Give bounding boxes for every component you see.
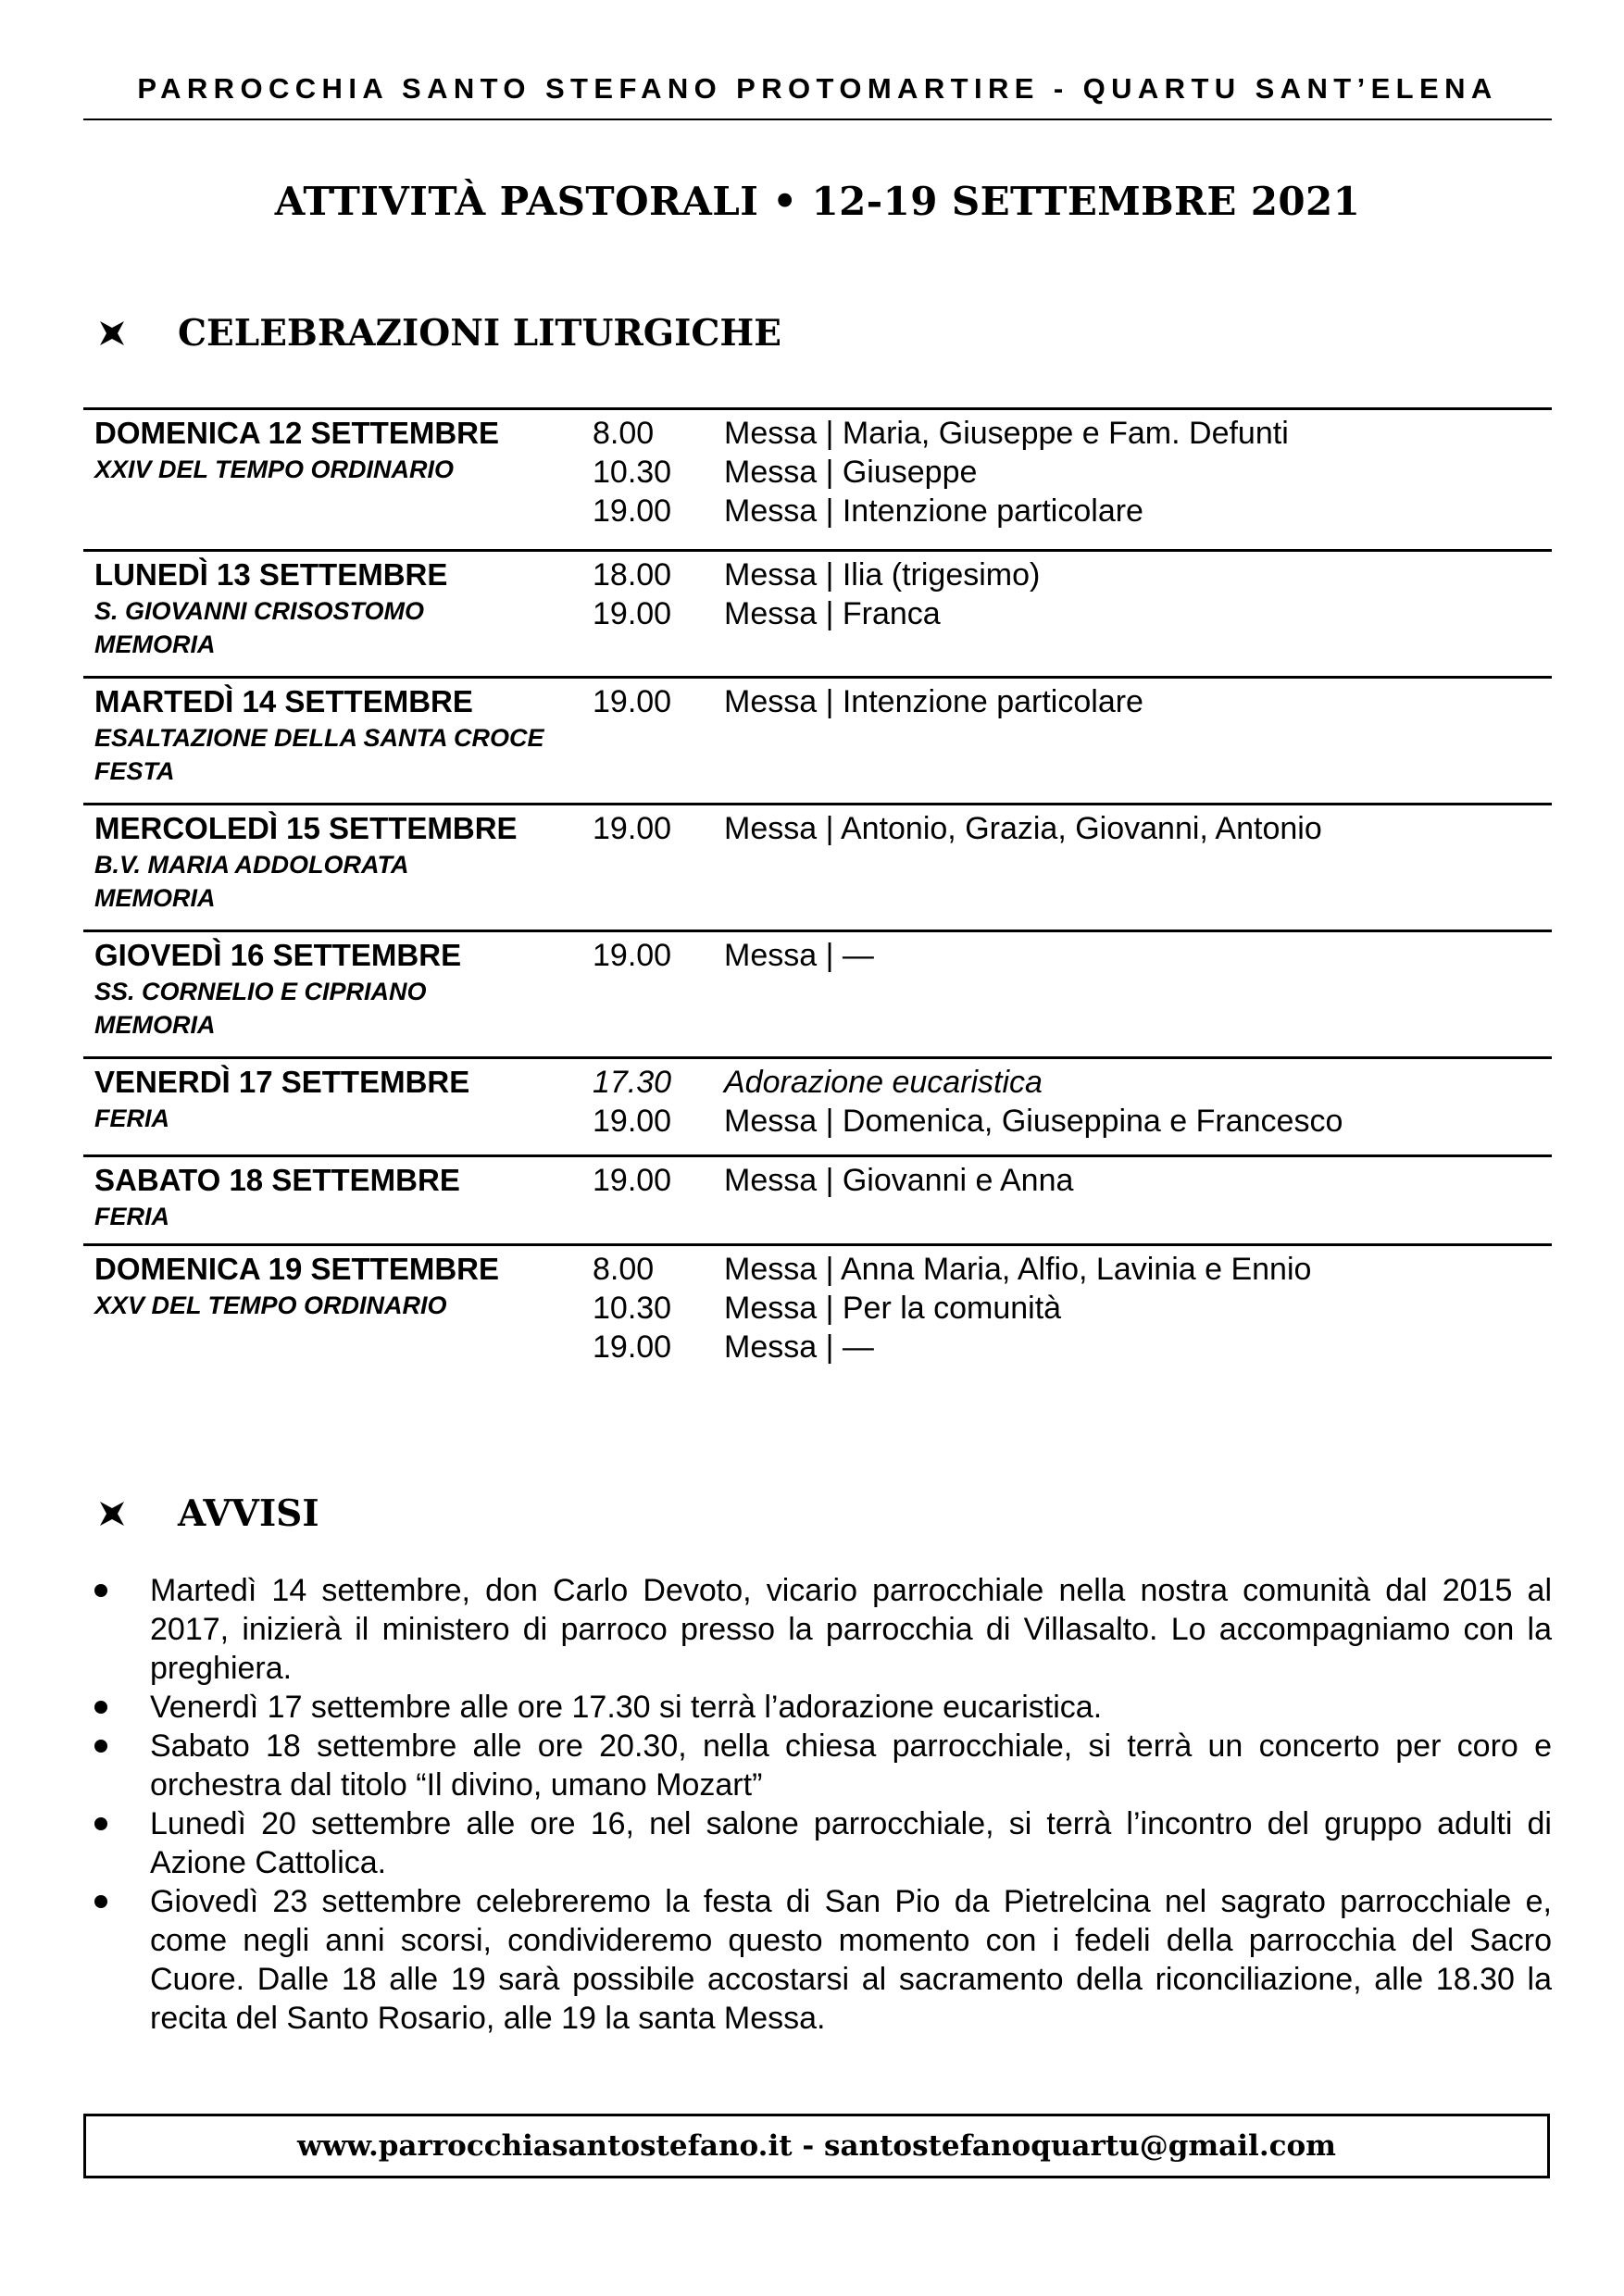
schedule-day-row (83, 676, 1552, 803)
day-info (83, 682, 593, 803)
schedule-entry (593, 1250, 1552, 1289)
day-liturgical-note: XXIV DEL TEMPO ORDINARIO (94, 455, 455, 483)
day-liturgical-note: B.V. MARIA ADDOLORATA (94, 851, 409, 879)
entry-text: Messa | Intenzione particolare (724, 684, 1143, 719)
day-liturgical-note: FERIA (94, 1104, 169, 1132)
entry-time: 19.00 (593, 493, 672, 529)
day-liturgical-note: ESALTAZIONE DELLA SANTA CROCE (94, 724, 544, 752)
footer-contact-box (83, 2114, 1550, 2178)
day-name: SABATO 18 SETTEMBRE (94, 1163, 460, 1197)
notice-text: Martedì 14 settembre, don Carlo Devoto, vicario parrocchiale nella nostra comunità dal 2015 al 2017, inizierà il ministero di parroco presso la parrocchia di Villasalto. Lo accompagniamo con la preghiera. (150, 1573, 1552, 1686)
day-liturgical-note: SS. CORNELIO E CIPRIANO (94, 978, 427, 1005)
star-bullet-icon (98, 1500, 126, 1528)
section-avvisi-label: AVVISI (178, 1492, 319, 1535)
bullet-dot-icon (94, 1701, 107, 1714)
notices-list (83, 1571, 1552, 2038)
day-entries (593, 936, 1552, 1056)
entry-text: Messa | Per la comunità (724, 1291, 1062, 1326)
notice-item (83, 1727, 1552, 1804)
day-entries (593, 555, 1552, 676)
notice-item (83, 1804, 1552, 1882)
day-entries (593, 1063, 1552, 1154)
schedule-day-row (83, 407, 1552, 549)
notice-text: Venerdì 17 settembre alle ore 17.30 si terrà l’adorazione eucaristica. (150, 1690, 1103, 1725)
notice-text: Giovedì 23 settembre celebreremo la festa di San Pio da Pietrelcina nel sagrato parrocchiale e, come negli anni scorsi, condivideremo questo momento con i fedeli della parrocchia del Sacro Cuore. Dalle 18 alle 19 sarà possibile accostarsi al sacramento della riconciliazione, alle 18.30 la recita del Santo Rosario, alle 19 la santa Messa. (150, 1884, 1552, 2036)
entry-text: Messa | Antonio, Grazia, Giovanni, Antonio (724, 811, 1322, 846)
day-info (83, 1161, 593, 1243)
day-info (83, 936, 593, 1056)
day-liturgical-note: FESTA (94, 757, 175, 785)
entry-time: 18.00 (593, 557, 672, 593)
page-title: ATTIVITÀ PASTORALI • 12-19 SETTEMBRE 2021 (274, 179, 1361, 224)
day-liturgical-note: MEMORIA (94, 1011, 216, 1039)
schedule-entry (593, 1102, 1552, 1141)
schedule-entry (593, 1063, 1552, 1102)
day-liturgical-note: XXV DEL TEMPO ORDINARIO (94, 1292, 447, 1319)
day-entries (593, 809, 1552, 930)
day-info (83, 809, 593, 930)
schedule-entry (593, 453, 1552, 492)
schedule-day-row (83, 1154, 1552, 1243)
day-name: MERCOLEDÌ 15 SETTEMBRE (94, 811, 518, 845)
entry-time: 10.30 (593, 1291, 672, 1326)
schedule-day-row (83, 803, 1552, 930)
schedule-entry (593, 809, 1552, 848)
day-name: DOMENICA 19 SETTEMBRE (94, 1252, 499, 1286)
bullet-dot-icon (94, 1895, 107, 1908)
day-info (83, 414, 593, 549)
entry-time: 19.00 (593, 1163, 672, 1198)
day-name: MARTEDÌ 14 SETTEMBRE (94, 684, 473, 718)
bullet-dot-icon (94, 1584, 107, 1597)
notice-item (83, 1571, 1552, 1688)
entry-text: Messa | Franca (724, 596, 941, 631)
schedule-entry (593, 492, 1552, 530)
entry-text: Messa | Ilia (trigesimo) (724, 557, 1041, 593)
entry-time: 10.30 (593, 455, 672, 490)
entry-time: 19.00 (593, 1104, 672, 1139)
section-celebrazioni-heading (98, 306, 781, 361)
parish-header: PARROCCHIA SANTO STEFANO PROTOMARTIRE - QUARTU SANT’ELENA (137, 72, 1498, 105)
schedule-day-row (83, 1056, 1552, 1154)
entry-text: Messa | Intenzione particolare (724, 493, 1143, 529)
schedule-entry (593, 1161, 1552, 1200)
entry-text: Adorazione eucaristica (724, 1065, 1043, 1100)
schedule-entry (593, 936, 1552, 975)
schedule-entry (593, 1328, 1552, 1366)
notice-text: Lunedì 20 settembre alle ore 16, nel salone parrocchiale, si terrà l’incontro del gruppo adulti di Azione Cattolica. (150, 1806, 1552, 1880)
schedule-day-row (83, 549, 1552, 676)
entry-time: 19.00 (593, 684, 672, 719)
entry-time: 19.00 (593, 596, 672, 631)
schedule-entry (593, 555, 1552, 594)
day-liturgical-note: S. GIOVANNI CRISOSTOMO (94, 597, 425, 625)
liturgical-schedule (83, 407, 1552, 1364)
entry-time: 19.00 (593, 811, 672, 846)
day-entries (593, 414, 1552, 549)
section-celebrazioni-label: CELEBRAZIONI LITURGICHE (178, 312, 781, 355)
day-name: GIOVEDÌ 16 SETTEMBRE (94, 938, 462, 972)
bullet-dot-icon (94, 1740, 107, 1753)
day-info (83, 1063, 593, 1154)
schedule-day-row (83, 1243, 1552, 1364)
day-entries (593, 682, 1552, 803)
footer-contact: www.parrocchiasantostefano.it - santostefanoquartu@gmail.com (297, 2129, 1336, 2163)
entry-text: Messa | Domenica, Giuseppina e Francesco (724, 1104, 1343, 1139)
notice-item (83, 1882, 1552, 2038)
section-avvisi-heading (98, 1486, 319, 1541)
entry-text: Messa | Giovanni e Anna (724, 1163, 1074, 1198)
day-info (83, 1250, 593, 1364)
entry-time: 8.00 (593, 1252, 655, 1287)
day-liturgical-note: FERIA (94, 1203, 169, 1230)
schedule-day-row (83, 930, 1552, 1056)
schedule-entry (593, 414, 1552, 453)
schedule-entry (593, 594, 1552, 633)
day-liturgical-note: MEMORIA (94, 884, 216, 912)
day-liturgical-note: MEMORIA (94, 630, 216, 658)
notice-item (83, 1688, 1552, 1727)
entry-text: Messa | Anna Maria, Alfio, Lavinia e Ennio (724, 1252, 1312, 1287)
day-entries (593, 1250, 1552, 1364)
day-name: DOMENICA 12 SETTEMBRE (94, 416, 499, 450)
entry-text: Messa | — (724, 938, 874, 973)
star-bullet-icon (98, 319, 126, 347)
day-entries (593, 1161, 1552, 1243)
entry-time: 19.00 (593, 938, 672, 973)
header-divider (83, 119, 1552, 120)
schedule-entry (593, 682, 1552, 721)
entry-text: Messa | — (724, 1329, 874, 1365)
entry-text: Messa | Giuseppe (724, 455, 978, 490)
bullet-dot-icon (94, 1817, 107, 1830)
day-name: VENERDÌ 17 SETTEMBRE (94, 1065, 470, 1099)
notice-text: Sabato 18 settembre alle ore 20.30, nella chiesa parrocchiale, si terrà un concerto per coro e orchestra dal titolo “Il divino, umano Mozart” (150, 1728, 1552, 1803)
day-name: LUNEDÌ 13 SETTEMBRE (94, 557, 448, 592)
schedule-entry (593, 1289, 1552, 1328)
entry-text: Messa | Maria, Giuseppe e Fam. Defunti (724, 416, 1289, 451)
entry-time: 8.00 (593, 416, 655, 451)
day-info (83, 555, 593, 676)
entry-time: 19.00 (593, 1329, 672, 1365)
entry-time: 17.30 (593, 1065, 672, 1100)
